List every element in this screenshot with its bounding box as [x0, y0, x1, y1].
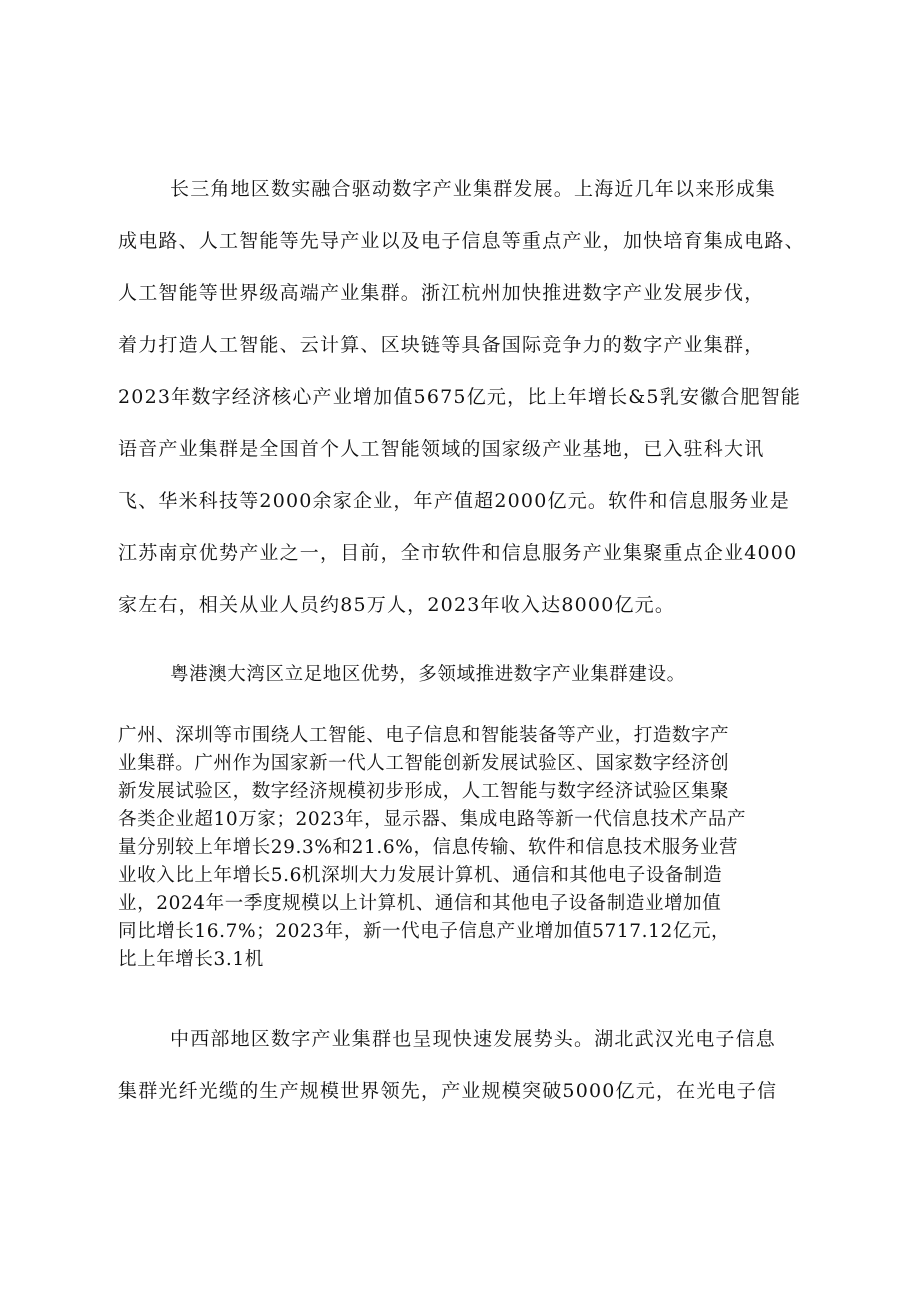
paragraph-guangzhou-shenzhen: [118, 722, 818, 974]
text-line: 成电路、人工智能等先导产业以及电子信息等重点产业，加快培育集成电路、: [118, 230, 805, 252]
text-line: 各类企业超10万家；2023年，显示器、集成电路等新一代信息技术产品产: [118, 809, 747, 830]
paragraph-greater-bay-intro: [118, 661, 818, 689]
text-line: 语音产业集群是全国首个人工智能领域的国家级产业基地，已入驻科大讯: [118, 438, 765, 460]
text-line: 着力打造人工智能、云计算、区块链等具备国际竞争力的数字产业集群，: [118, 334, 765, 356]
paragraph-yangtze-delta: [118, 163, 818, 631]
text-line: 新发展试验区，数字经济规模初步形成，人工智能与数字经济试验区集聚: [118, 781, 730, 802]
text-line: 飞、华米科技等2000余家企业，年产值超2000亿元。软件和信息服务业是: [118, 490, 790, 512]
text-line: 集群光纤光缆的生产规模世界领先，产业规模突破5000亿元，在光电子信: [118, 1080, 778, 1102]
paragraph-central-western: [118, 1013, 818, 1117]
text-line: 业，2024年一季度规模以上计算机、通信和其他电子设备制造业增加值: [118, 893, 722, 914]
text-line: 家左右，相关从业人员约85万人，2023年收入达8000亿元。: [118, 594, 676, 616]
text-line: 比上年增长3.1机: [118, 949, 264, 970]
text-line: 中西部地区数字产业集群也呈现快速发展势头。湖北武汉光电子信息: [170, 1028, 777, 1050]
text-line: 人工智能等世界级高端产业集群。浙江杭州加快推进数字产业发展步伐，: [118, 282, 765, 304]
text-line: 业收入比上年增长5.6机深圳大力发展计算机、通信和其他电子设备制造: [118, 865, 723, 886]
text-line: 长三角地区数实融合驱动数字产业集群发展。上海近几年以来形成集: [170, 178, 777, 200]
text-line: 江苏南京优势产业之一，目前，全市软件和信息服务产业集聚重点企业4000: [118, 542, 798, 564]
text-line: 业集群。广州作为国家新一代人工智能创新发展试验区、国家数字经济创: [118, 753, 730, 774]
text-line: 量分别较上年增长29.3%和21.6%，信息传输、软件和信息技术服务业营: [118, 837, 739, 858]
text-line: 广州、深圳等市围绕人工智能、电子信息和智能装备等产业，打造数字产: [118, 725, 730, 746]
text-line: 粤港澳大湾区立足地区优势，多领域推进数字产业集群建设。: [170, 664, 686, 685]
text-line: 同比增长16.7%；2023年，新一代电子信息产业增加值5717.12亿元，: [118, 921, 731, 942]
text-line: 2023年数字经济核心产业增加值5675亿元，比上年增长&5乳安徽合肥智能: [118, 386, 802, 408]
